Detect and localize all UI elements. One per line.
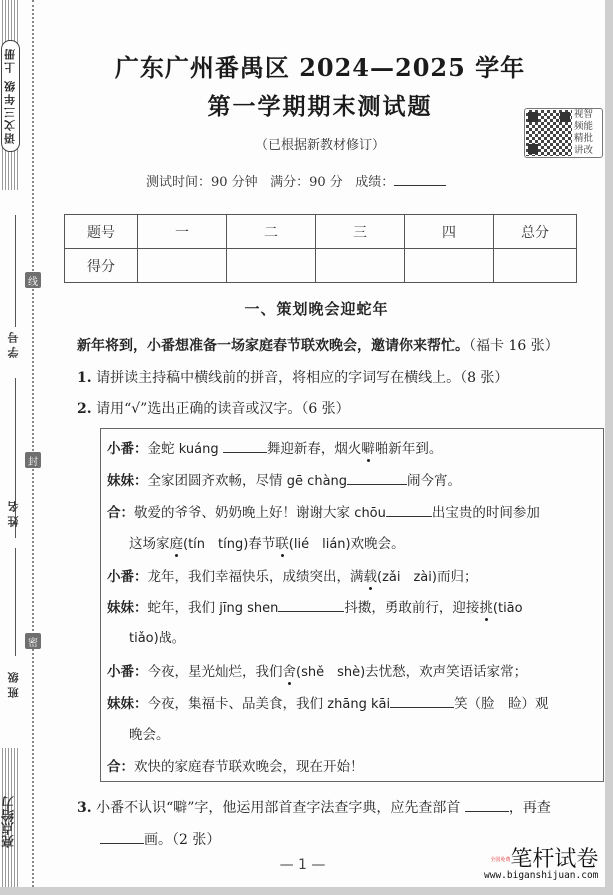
qr-caption	[573, 109, 593, 157]
script-text: 舞迎新春，烟火	[266, 441, 362, 457]
seal-seal-mark: 封	[25, 452, 41, 468]
watermark-title-row	[484, 848, 598, 872]
full-score: 满分：90 分	[270, 175, 343, 190]
table-header-cell: 二	[227, 215, 316, 249]
script-text: 去忧愁，欢声笑语话家常；	[365, 664, 528, 680]
script-line	[107, 469, 461, 489]
answer-blank-strokes[interactable]	[100, 829, 144, 844]
script-text: 金蛇	[147, 441, 179, 457]
speaker-label: 妹妹：	[107, 473, 148, 489]
qr-char: 频	[574, 121, 584, 132]
watermark-tag: 全国免费	[490, 857, 511, 863]
script-text: 欢晚会。	[350, 536, 405, 552]
speaker-label: 小番：	[107, 569, 148, 585]
table-header-cell: 四	[405, 215, 494, 249]
pinyin-options[interactable]: (lié lián)	[288, 537, 351, 552]
question-1	[77, 367, 508, 387]
exam-title-line2: 第一学期期末测试题	[207, 93, 433, 120]
class-line[interactable]	[15, 548, 16, 656]
script-text: 全家团圆齐欢畅，尽情	[147, 473, 287, 489]
speaker-label: 合：	[107, 759, 134, 775]
watermark-title: 笔杆试卷	[510, 847, 599, 872]
qr-char: 视	[574, 109, 584, 120]
qr-char: 精	[574, 133, 584, 144]
table-row-label: 得分	[65, 249, 138, 283]
script-text: 敬爱的爷爷、奶奶晚上好！谢谢大家	[134, 505, 355, 521]
question-text: 小番不认识“噼”字，他运用部首查字法查字典，应先查部首	[96, 800, 461, 816]
qr-char: 智	[583, 109, 594, 120]
script-line	[129, 627, 185, 646]
exam-subtitle: （已根据新教材修订）	[254, 138, 385, 153]
script-text: 啪新年到。	[374, 441, 443, 457]
speaker-label: 合：	[107, 505, 134, 521]
answer-blank[interactable]	[223, 438, 267, 453]
dotted-char: 挑	[479, 600, 493, 616]
student-id-line[interactable]	[15, 215, 16, 327]
script-text: 今夜，星光灿烂，我们	[147, 664, 283, 680]
script-text: 而归；	[436, 569, 478, 585]
script-text: 这场家	[129, 536, 170, 552]
script-line	[129, 723, 170, 743]
qr-char: 能	[583, 121, 594, 132]
speaker-label: 小番：	[107, 441, 148, 457]
script-text[interactable]: tiǎo)战。	[129, 631, 185, 646]
intro-reward: （福卡 16 张）	[469, 338, 559, 354]
question-text: ，再查	[508, 800, 551, 816]
score-cell[interactable]	[227, 249, 316, 283]
exam-title-line1: 广东广州番禺区 2024—2025 学年	[114, 53, 526, 82]
qr-char: 改	[583, 145, 594, 156]
speaker-label: 妹妹：	[107, 600, 148, 616]
seal-secret-mark: 密	[25, 633, 41, 649]
dotted-char: 联	[275, 536, 289, 552]
host-script-box	[100, 428, 604, 782]
qr-char: 讲	[574, 145, 584, 156]
pinyin-options[interactable]: (tiāo	[492, 601, 523, 616]
question-3	[77, 797, 551, 817]
question-text: 请拼读主持稿中横线前的拼音，将相应的字词写在横线上。（8 张）	[96, 370, 509, 386]
script-text: 出宝贵的时间参加	[431, 505, 540, 521]
page-edge-right	[605, 0, 613, 895]
grade-label: 成绩：	[355, 175, 395, 190]
answer-blank-radical[interactable]	[465, 797, 509, 812]
table-row	[65, 249, 577, 283]
question-text: 请用“√”选出正确的读音或汉字。（6 张）	[96, 401, 350, 417]
watermark-url: www.biganshijuan.com	[484, 870, 599, 881]
question-number: 3.	[77, 800, 92, 816]
table-row	[65, 215, 577, 249]
exam-meta	[146, 171, 446, 190]
question-number: 2.	[77, 401, 92, 417]
grade-blank[interactable]	[394, 173, 446, 186]
script-line	[107, 596, 523, 616]
script-line	[129, 532, 405, 552]
speaker-label: 妹妹：	[107, 696, 148, 712]
speaker-label: 小番：	[107, 664, 148, 680]
subject-grade-tab: 语文三年级 上册	[1, 40, 20, 152]
qr-code-icon[interactable]	[526, 110, 572, 156]
script-line	[107, 755, 364, 775]
script-line	[107, 692, 549, 712]
table-header-cell: 一	[138, 215, 227, 249]
section-title: 一、策划晚会迎蛇年	[244, 300, 389, 318]
answer-blank[interactable]	[278, 597, 344, 612]
answer-blank[interactable]	[386, 502, 432, 517]
test-time: 测试时间：90 分钟	[146, 175, 258, 190]
script-line	[107, 660, 527, 680]
table-header-cell: 总分	[494, 215, 577, 249]
table-header-cell: 题号	[65, 215, 138, 249]
script-line	[107, 437, 442, 457]
script-text: 晚会。	[129, 727, 170, 743]
question-3-cont	[100, 829, 220, 849]
script-text: 春节	[248, 536, 276, 552]
qr-code-box[interactable]	[524, 108, 603, 158]
pinyin-options[interactable]: (zǎi zài)	[377, 570, 437, 585]
dotted-char: 舍	[282, 664, 296, 680]
page-edge-bottom	[0, 887, 613, 895]
seal-line-mark: 线	[25, 272, 41, 288]
watermark	[484, 848, 598, 881]
answer-blank[interactable]	[390, 693, 454, 708]
pinyin: gē chàng	[286, 474, 348, 489]
question-2	[77, 398, 350, 418]
script-text[interactable]: 笑（脸 睑）观	[454, 696, 549, 712]
dotted-char: 载	[363, 569, 377, 585]
intro-text: 新年将到，小番想准备一场家庭春节联欢晚会，邀请你来帮忙。	[77, 338, 469, 354]
script-text: 今夜，集福卡、品美食，我们	[147, 696, 328, 712]
section-intro	[77, 335, 559, 355]
pinyin: zhāng kāi	[327, 697, 391, 712]
script-text: 欢快的家庭春节联欢晚会，现在开始！	[134, 759, 364, 775]
student-id-label: 学号	[7, 328, 20, 358]
class-label: 班级	[7, 668, 20, 698]
pinyin-options[interactable]: (tín tíng)	[183, 537, 249, 552]
table-header-cell: 三	[316, 215, 405, 249]
script-text: 龙年，我们幸福快乐，成绩突出，满	[147, 569, 364, 585]
dotted-char: 庭	[169, 536, 183, 552]
script-text: 闹今宵。	[407, 473, 462, 489]
pinyin-options[interactable]: (shě shè)	[296, 665, 366, 680]
dotted-char: 噼	[361, 441, 375, 457]
question-number: 1.	[77, 370, 92, 386]
answer-blank[interactable]	[347, 470, 407, 485]
pinyin: jīng shen	[219, 601, 279, 616]
score-cell[interactable]	[494, 249, 577, 283]
question-text: 画。（2 张）	[144, 832, 221, 848]
score-cell[interactable]	[138, 249, 227, 283]
pinyin: kuáng	[178, 442, 219, 457]
name-label: 姓名	[7, 497, 20, 527]
perforation-line	[32, 0, 34, 887]
brand-label: 亮点给力	[2, 796, 17, 848]
score-table	[64, 214, 577, 283]
score-cell[interactable]	[316, 249, 405, 283]
page-number: — 1 —	[279, 857, 326, 873]
pinyin: chōu	[354, 506, 386, 521]
script-text: 抖擞，勇敢前行，迎接	[344, 600, 480, 616]
qr-char: 批	[583, 133, 594, 144]
script-line	[107, 565, 477, 585]
script-line	[107, 501, 540, 521]
score-cell[interactable]	[405, 249, 494, 283]
script-text: 蛇年，我们	[147, 600, 220, 616]
